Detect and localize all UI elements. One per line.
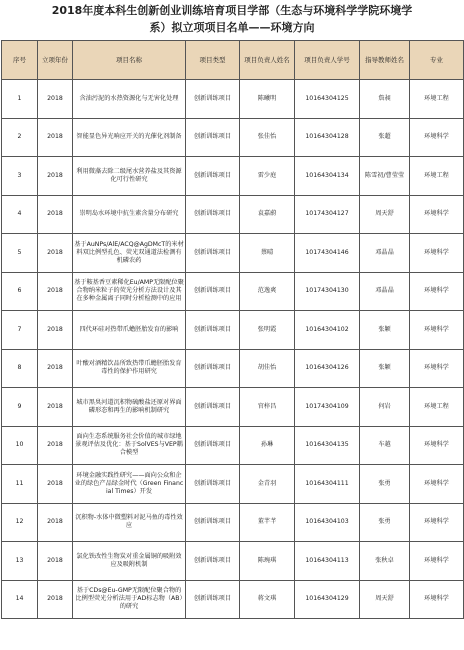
row-project-name: 基于CDs@Eu-GMP无限配位聚合物的比例型荧光分析法用于AD标志物（AB）的研究 (73, 580, 186, 619)
row-student-id: 10164304134 (295, 157, 360, 196)
row-student-id: 10164304103 (295, 503, 360, 542)
row-student-id: 10164304129 (295, 580, 360, 619)
table-row (2, 195, 464, 234)
table-row (2, 157, 464, 196)
row-student-id: 10174304127 (295, 195, 360, 234)
row-advisor: 周天舒 (360, 580, 410, 619)
row-project-name: 基于AuNPs/AlE/ACQ@AgDMcT的米材料双比例型孔色、荧光双通道法检测有机磷农药 (73, 234, 186, 273)
table-row (2, 118, 464, 157)
row-project-name: 利用微藻去除二级尾水营养盐及其资源化可行性研究 (73, 157, 186, 196)
header-leader: 项目负责人姓名 (240, 41, 295, 80)
header-advisor: 指导教师姓名 (360, 41, 410, 80)
row-major: 环境科学 (410, 349, 464, 388)
row-student-id: 10164304125 (295, 80, 360, 119)
row-leader-name: 袁嘉蔚 (240, 195, 295, 234)
row-advisor: 何岩 (360, 388, 410, 427)
header-year: 立项年份 (38, 41, 73, 80)
row-project-type: 创新训练项目 (186, 465, 240, 504)
row-project-type: 创新训练项目 (186, 272, 240, 311)
row-major: 环境科学 (410, 580, 464, 619)
table-row (2, 80, 464, 119)
row-project-name: 叶酸对酒精饮品所致热带爪蟾胚胎发育毒性的保护作用研究 (73, 349, 186, 388)
table-row (2, 272, 464, 311)
header-name: 项目名称 (73, 41, 186, 80)
row-student-id: 10164304126 (295, 349, 360, 388)
row-leader-name: 范逸爽 (240, 272, 295, 311)
table-row (2, 465, 464, 504)
row-major: 环境科学 (410, 426, 464, 465)
row-number: 1 (2, 80, 38, 119)
row-number: 9 (2, 388, 38, 427)
table-row (2, 503, 464, 542)
row-leader-name: 雷少庭 (240, 157, 295, 196)
row-project-type: 创新训练项目 (186, 388, 240, 427)
table-row (2, 234, 464, 273)
row-leader-name: 金青羽 (240, 465, 295, 504)
table-row (2, 311, 464, 350)
row-student-id: 10164304128 (295, 118, 360, 157)
row-year: 2018 (38, 234, 73, 273)
row-year: 2018 (38, 157, 73, 196)
row-number: 2 (2, 118, 38, 157)
row-leader-name: 孙琳 (240, 426, 295, 465)
row-major: 环境工程 (410, 388, 464, 427)
row-year: 2018 (38, 349, 73, 388)
row-year: 2018 (38, 118, 73, 157)
row-advisor: 张勇 (360, 503, 410, 542)
row-project-name: 城市黑臭河道沉积物硫酸盐还原对界面磷形态和再生的影响机制研究 (73, 388, 186, 427)
row-number: 11 (2, 465, 38, 504)
row-project-type: 创新训练项目 (186, 580, 240, 619)
row-project-name: 四代环硅对热带爪蟾胚胎发育的影响 (73, 311, 186, 350)
row-project-type: 创新训练项目 (186, 80, 240, 119)
row-advisor: 张颖 (360, 311, 410, 350)
row-leader-name: 陈曦明 (240, 80, 295, 119)
row-major: 环境工程 (410, 157, 464, 196)
row-project-type: 创新训练项目 (186, 157, 240, 196)
row-advisor: 陈雪初/曹莹莹 (360, 157, 410, 196)
project-table (1, 40, 464, 619)
row-project-type: 创新训练项目 (186, 542, 240, 581)
row-project-name: 崇明岛水环境中抗生素含量分布研究 (73, 195, 186, 234)
header-no: 序号 (2, 41, 38, 80)
row-project-type: 创新训练项目 (186, 195, 240, 234)
row-project-name: 面向生态系统服务社会价值的城市绿地景观评估及优化：基于SolVES与VEP耦合模型 (73, 426, 186, 465)
row-student-id: 10174304130 (295, 272, 360, 311)
row-student-id: 10164304113 (295, 542, 360, 581)
header-id: 项目负责人学号 (295, 41, 360, 80)
row-major: 环境科学 (410, 465, 464, 504)
row-number: 14 (2, 580, 38, 619)
row-advisor: 周天舒 (360, 195, 410, 234)
row-major: 环境科学 (410, 542, 464, 581)
row-year: 2018 (38, 580, 73, 619)
row-major: 环境科学 (410, 503, 464, 542)
row-major: 环境科学 (410, 118, 464, 157)
row-leader-name: 陈琬琪 (240, 542, 295, 581)
row-student-id: 10164304111 (295, 465, 360, 504)
row-advisor: 张秋卓 (360, 542, 410, 581)
row-major: 环境科学 (410, 195, 464, 234)
title-line-1: 2018年度本科生创新创业训练培育项目学部（生态与环境科学学院环境学 (51, 4, 413, 17)
row-student-id: 10164304135 (295, 426, 360, 465)
row-number: 8 (2, 349, 38, 388)
row-year: 2018 (38, 503, 73, 542)
row-project-name: 氯化铁改性生物炭对重金属铜的吸附效应及吸附机制 (73, 542, 186, 581)
row-project-name: 基于鞍基香豆素稀化Eu/AMP无限配位聚合物纳米粒子的荧光分析方法设计及其在多种金属离子同时分析检测中的应用 (73, 272, 186, 311)
table-row (2, 542, 464, 581)
row-leader-name: 张明霞 (240, 311, 295, 350)
row-leader-name: 蒋文琪 (240, 580, 295, 619)
row-number: 3 (2, 157, 38, 196)
row-project-name: 环境金融实践性研究——面向公众和企业的绿色产品绿金时代（Green Financial Times）开发 (73, 465, 186, 504)
row-leader-name: 蔡晴 (240, 234, 295, 273)
table-row (2, 349, 464, 388)
row-project-name: 沉积物-水体中微塑料对泥马鱼的毒性效应 (73, 503, 186, 542)
row-student-id: 10174304109 (295, 388, 360, 427)
row-year: 2018 (38, 80, 73, 119)
row-leader-name: 董芊芊 (240, 503, 295, 542)
page-title (0, 0, 464, 40)
row-year: 2018 (38, 272, 73, 311)
row-number: 10 (2, 426, 38, 465)
table-row (2, 426, 464, 465)
row-project-type: 创新训练项目 (186, 426, 240, 465)
row-leader-name: 官梓昌 (240, 388, 295, 427)
row-leader-name: 张佳怡 (240, 118, 295, 157)
row-student-id: 10174304146 (295, 234, 360, 273)
row-number: 5 (2, 234, 38, 273)
row-number: 6 (2, 272, 38, 311)
row-project-name: 含油污泥的水热资源化与无害化处理 (73, 80, 186, 119)
row-number: 4 (2, 195, 38, 234)
row-year: 2018 (38, 388, 73, 427)
header-major: 专业 (410, 41, 464, 80)
row-advisor: 张勇 (360, 465, 410, 504)
row-major: 环境工程 (410, 80, 464, 119)
row-number: 12 (2, 503, 38, 542)
row-project-name: 智能显色异光响应开关的光催化剂制备 (73, 118, 186, 157)
row-student-id: 10164304102 (295, 311, 360, 350)
row-advisor: 邓晶晶 (360, 272, 410, 311)
row-major: 环境科学 (410, 272, 464, 311)
row-advisor: 张颖 (360, 349, 410, 388)
row-year: 2018 (38, 426, 73, 465)
row-advisor: 车越 (360, 426, 410, 465)
title-line-2: 系）拟立项项目名单——环境方向 (149, 21, 315, 34)
row-year: 2018 (38, 542, 73, 581)
row-project-type: 创新训练项目 (186, 118, 240, 157)
row-advisor: 张超 (360, 118, 410, 157)
row-advisor: 邓晶晶 (360, 234, 410, 273)
row-year: 2018 (38, 195, 73, 234)
header-row (2, 41, 464, 80)
row-major: 环境科学 (410, 311, 464, 350)
row-project-type: 创新训练项目 (186, 311, 240, 350)
row-year: 2018 (38, 465, 73, 504)
row-year: 2018 (38, 311, 73, 350)
row-project-type: 创新训练项目 (186, 503, 240, 542)
row-advisor: 詹昶 (360, 80, 410, 119)
row-number: 7 (2, 311, 38, 350)
row-leader-name: 胡佳怡 (240, 349, 295, 388)
row-number: 13 (2, 542, 38, 581)
row-project-type: 创新训练项目 (186, 349, 240, 388)
header-type: 项目类型 (186, 41, 240, 80)
row-project-type: 创新训练项目 (186, 234, 240, 273)
table-row (2, 580, 464, 619)
row-major: 环境科学 (410, 234, 464, 273)
table-row (2, 388, 464, 427)
